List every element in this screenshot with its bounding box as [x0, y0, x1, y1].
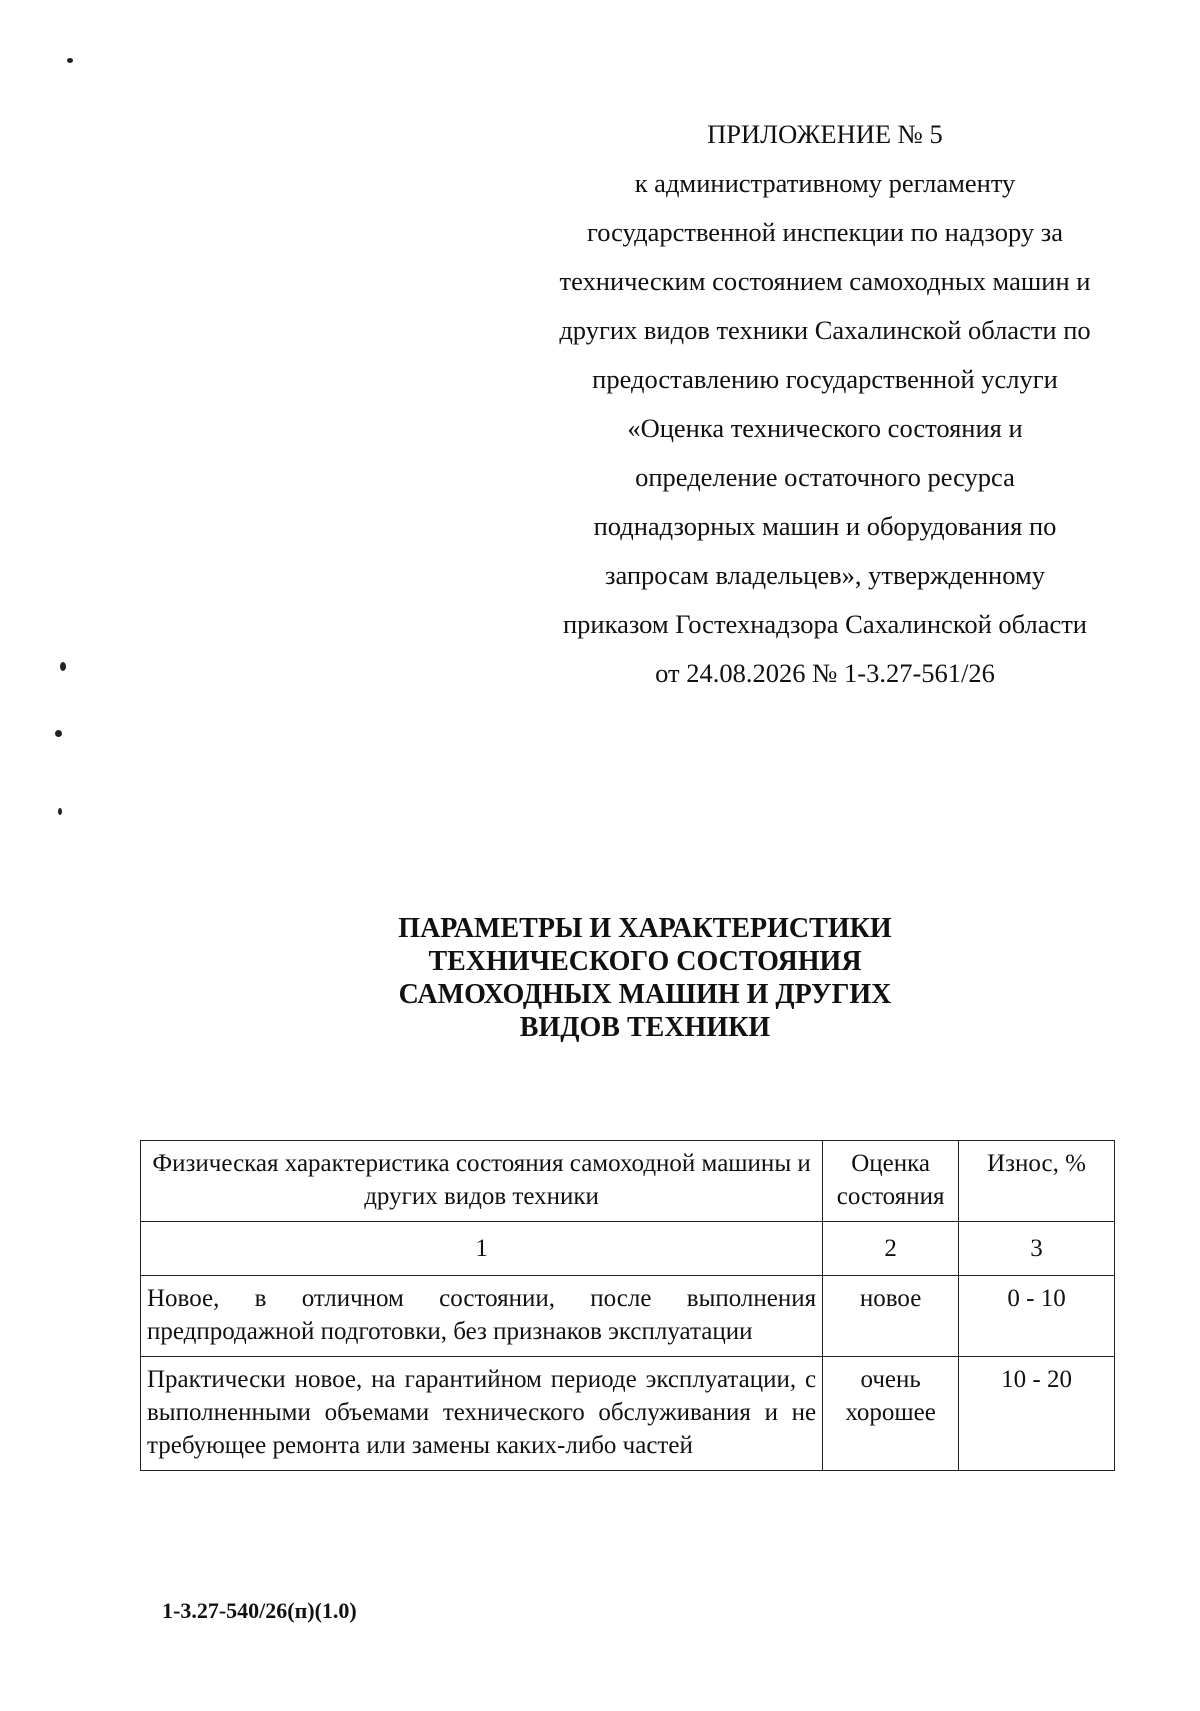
appendix-line: техническим состоянием самоходных машин и — [559, 266, 1091, 296]
parameters-table — [140, 1140, 1115, 1471]
row-wear: 10 - 20 — [959, 1357, 1115, 1471]
column-number: 1 — [141, 1222, 823, 1276]
appendix-line: приказом Гостехнадзора Сахалинской области — [562, 609, 1087, 639]
scan-speck — [60, 662, 66, 671]
column-number: 3 — [959, 1222, 1115, 1276]
appendix-line: «Оценка технического состояния и — [627, 413, 1023, 443]
scan-speck — [67, 58, 73, 63]
title-line: САМОХОДНЫХ МАШИН И ДРУГИХ — [398, 979, 892, 1010]
appendix-header — [530, 110, 1120, 698]
document-title — [330, 912, 960, 1044]
appendix-line: предоставлению государственной услуги — [592, 364, 1058, 394]
table-row — [141, 1357, 1115, 1471]
appendix-line: определение остаточного ресурса — [635, 462, 1015, 492]
appendix-line: поднадзорных машин и оборудования по — [593, 511, 1057, 541]
row-wear: 0 - 10 — [959, 1276, 1115, 1357]
row-rating: очень хорошее — [823, 1357, 959, 1471]
column-number-row — [141, 1222, 1115, 1276]
title-line: ТЕХНИЧЕСКОГО СОСТОЯНИЯ — [428, 946, 862, 977]
document-code: 1-3.27-540/26(п)(1.0) — [162, 1598, 357, 1623]
header-rating: Оценка состояния — [823, 1141, 959, 1222]
table-header-row — [141, 1141, 1115, 1222]
appendix-line: к административному регламенту — [634, 168, 1016, 198]
column-number: 2 — [823, 1222, 959, 1276]
row-description: Практически новое, на гарантийном периоде эксплуатации, с выполненными объемами технического обслуживания и не требующее ремонта или замены каких-либо частей — [141, 1357, 823, 1471]
header-wear: Износ, % — [959, 1141, 1115, 1222]
appendix-line: государственной инспекции по надзору за — [587, 217, 1063, 247]
table-row — [141, 1276, 1115, 1357]
appendix-line: других видов техники Сахалинской области по — [559, 315, 1091, 345]
title-line: ВИДОВ ТЕХНИКИ — [519, 1012, 771, 1043]
row-description: Новое, в отличном состоянии, после выполнения предпродажной подготовки, без признаков эксплуатации — [141, 1276, 823, 1357]
appendix-line: от 24.08.2026 № 1-3.27-561/26 — [655, 658, 995, 688]
header-description: Физическая характеристика состояния самоходной машины и других видов техники — [141, 1141, 823, 1222]
title-line: ПАРАМЕТРЫ И ХАРАКТЕРИСТИКИ — [398, 913, 892, 944]
scan-speck — [58, 808, 62, 815]
scan-speck — [55, 730, 62, 737]
appendix-line: запросам владельцев», утвержденному — [604, 560, 1045, 590]
appendix-line: ПРИЛОЖЕНИЕ № 5 — [707, 119, 943, 149]
row-rating: новое — [823, 1276, 959, 1357]
